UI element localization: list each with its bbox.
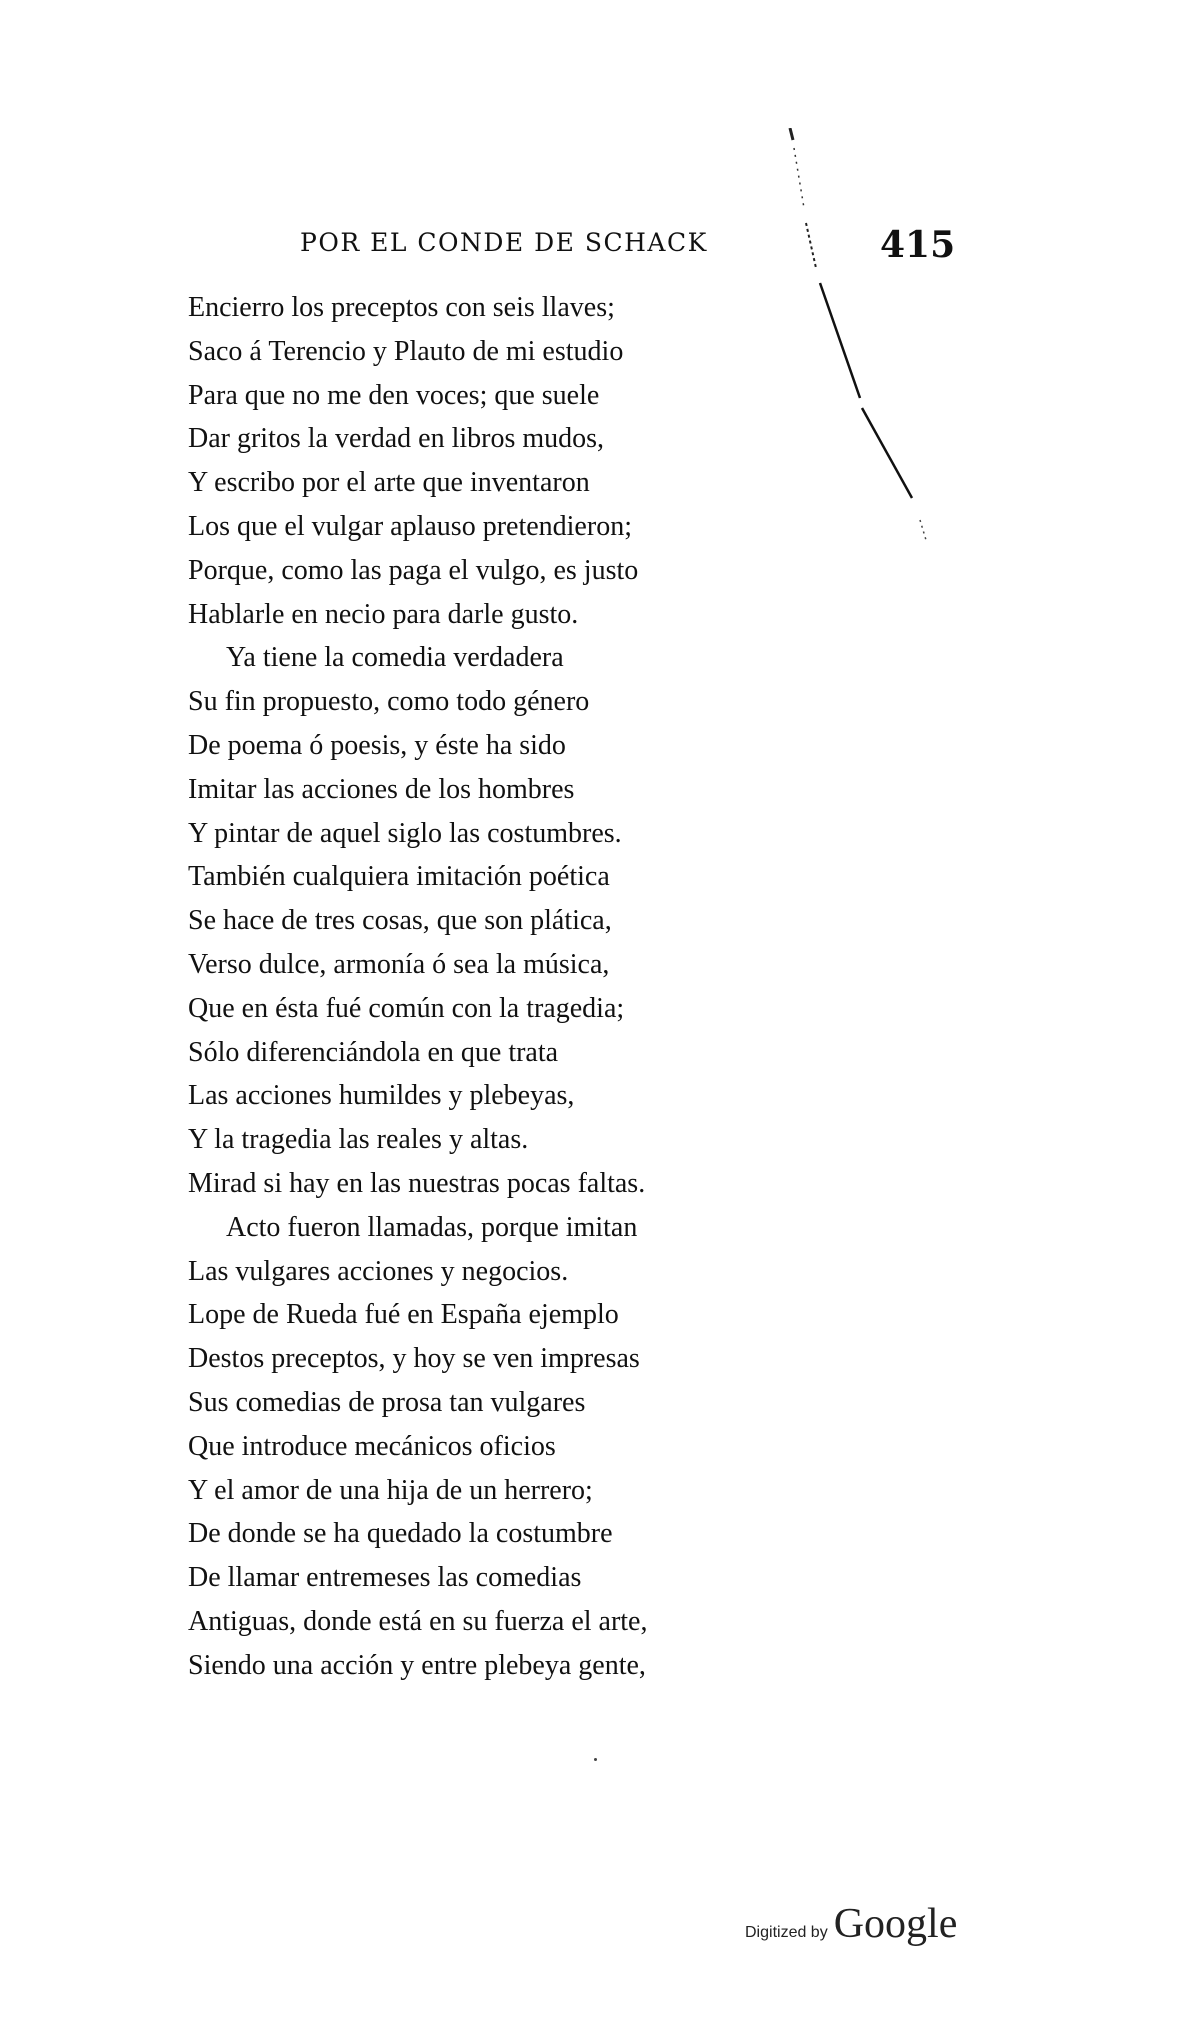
print-speck — [594, 1758, 597, 1761]
verse-line: Imitar las acciones de los hombres — [188, 773, 575, 805]
verse-line: Los que el vulgar aplauso pretendieron; — [188, 510, 632, 542]
verse-line: Sólo diferenciándola en que trata — [188, 1036, 559, 1068]
digitized-label: Digitized by — [745, 1924, 828, 1941]
verse-line: Y la tragedia las reales y altas. — [188, 1124, 529, 1156]
verse-line: Lope de Rueda fué en España ejemplo — [188, 1299, 619, 1331]
verse-line: También cualquiera imitación poética — [188, 861, 610, 893]
verse-line: Encierro los preceptos con seis llaves; — [188, 292, 615, 323]
verse-line: Ya tiene la comedia verdadera — [226, 642, 564, 674]
google-label: Google — [833, 1901, 958, 1947]
verse-line: Se hace de tres cosas, que son plática, — [188, 905, 612, 937]
page-number: 415 — [880, 224, 956, 266]
verse-line: Dar gritos la verdad en libros mudos, — [188, 423, 605, 455]
verse-line: Las vulgares acciones y negocios. — [188, 1255, 569, 1287]
verse-line: Y escribo por el arte que inventaron — [188, 467, 590, 499]
running-head: POR EL CONDE DE SCHACK — [300, 228, 708, 257]
verse-line: Para que no me den voces; que suele — [188, 379, 600, 411]
verse-line: Saco á Terencio y Plauto de mi estudio — [188, 335, 624, 367]
verse-line: Siendo una acción y entre plebeya gente, — [188, 1649, 646, 1681]
verse-line: Su fin propuesto, como todo género — [188, 686, 590, 718]
poem-text — [188, 286, 888, 1688]
verse-line: Destos preceptos, y hoy se ven impresas — [188, 1343, 640, 1375]
verse-line: De llamar entremeses las comedias — [188, 1562, 582, 1594]
verse-line: Acto fueron llamadas, porque imitan — [226, 1211, 638, 1243]
verse-line: Y el amor de una hija de un herrero; — [188, 1474, 593, 1506]
verse-line: Mirad si hay en las nuestras pocas faltas. — [188, 1167, 646, 1199]
verse-line: Antiguas, donde está en su fuerza el arte, — [188, 1605, 648, 1637]
verse-line: Y pintar de aquel siglo las costumbres. — [188, 817, 622, 849]
verse-line: De donde se ha quedado la costumbre — [188, 1518, 613, 1550]
verse-line: Que en ésta fué común con la tragedia; — [188, 992, 625, 1024]
digitized-by-google-watermark — [745, 1900, 957, 1948]
verse-line: Verso dulce, armonía ó sea la música, — [188, 948, 610, 980]
verse-line: Sus comedias de prosa tan vulgares — [188, 1386, 586, 1418]
verse-line: De poema ó poesis, y éste ha sido — [188, 729, 566, 761]
verse-line: Que introduce mecánicos oficios — [188, 1430, 556, 1462]
verse-line: Porque, como las paga el vulgo, es justo — [188, 554, 639, 586]
verse-line: Hablarle en necio para darle gusto. — [188, 598, 579, 630]
verse-line: Las acciones humildes y plebeyas, — [188, 1080, 575, 1112]
